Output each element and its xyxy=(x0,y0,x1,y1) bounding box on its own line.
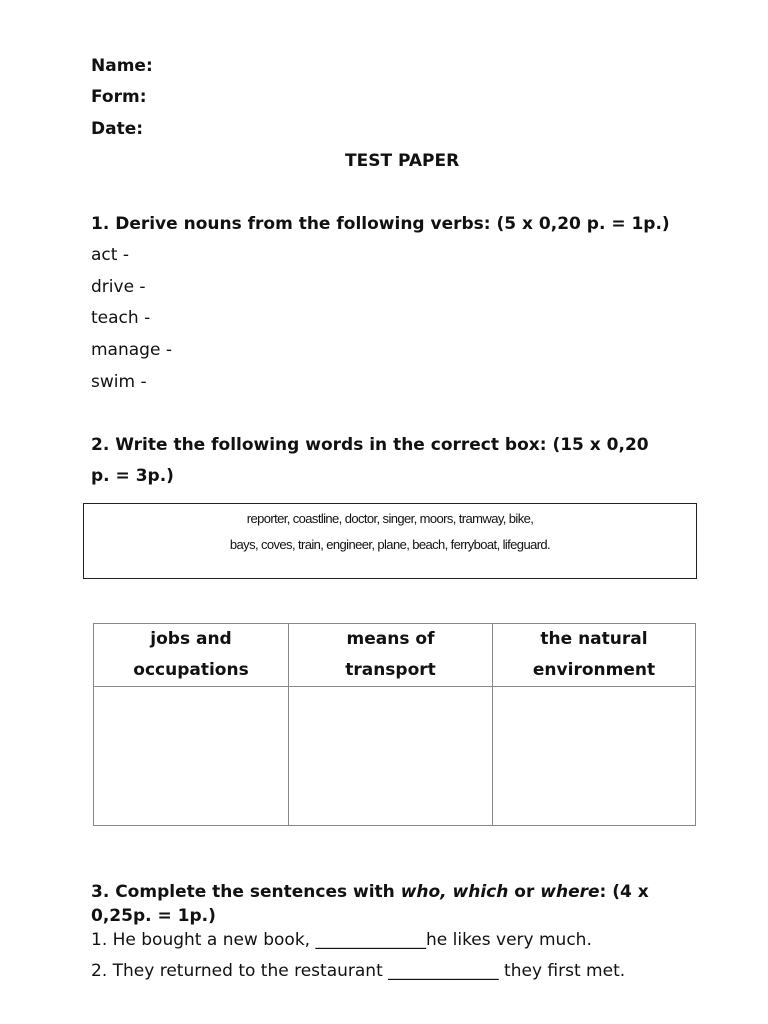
verb-drive: drive - xyxy=(91,277,146,297)
column-header-transport xyxy=(289,624,493,687)
exercise-3-or: or xyxy=(508,882,541,902)
verb-manage: manage - xyxy=(91,340,172,360)
answer-cell-jobs[interactable] xyxy=(94,687,289,826)
exercise-3-instruction-pre: 3. Complete the sentences with xyxy=(91,882,401,902)
exercise-3-instruction-post: : (4 x xyxy=(599,882,649,902)
sentence-2-before: 2. They returned to the restaurant xyxy=(91,961,389,981)
page-title: TEST PAPER xyxy=(345,151,460,171)
sentence-2-blank[interactable]: _____________ xyxy=(388,961,499,981)
column-header-environment xyxy=(493,624,696,687)
column-header-transport-line1: means of xyxy=(346,629,435,649)
column-header-jobs-line2: occupations xyxy=(133,660,249,680)
sentence-1-blank[interactable]: _____________ xyxy=(315,930,426,950)
column-header-jobs xyxy=(94,624,289,687)
exercise-1-instruction: 1. Derive nouns from the following verbs: (5 x 0,20 p. = 1p.) xyxy=(91,214,670,234)
verb-teach: teach - xyxy=(91,308,151,328)
answer-cell-environment[interactable] xyxy=(493,687,696,826)
word-bank-box xyxy=(83,503,697,579)
answer-cell-transport[interactable] xyxy=(289,687,493,826)
sentence-1-before: 1. He bought a new book, xyxy=(91,930,316,950)
sentence-1-after: he likes very much. xyxy=(425,930,592,950)
exercise-3-instruction-line2: 0,25p. = 1p.) xyxy=(91,906,216,926)
column-header-jobs-line1: jobs and xyxy=(150,629,232,649)
sentence-2-after: they first met. xyxy=(498,961,626,981)
word-bank-line-2: bays, coves, train, engineer, plane, beach, ferryboat, lifeguard. xyxy=(229,537,551,552)
exercise-2-instruction-line1: 2. Write the following words in the correct box: (15 x 0,20 xyxy=(91,435,649,455)
column-header-transport-line2: transport xyxy=(345,660,436,680)
category-answer-row xyxy=(94,687,696,826)
sentence-1 xyxy=(91,930,592,950)
name-label: Name: xyxy=(91,56,153,76)
exercise-3-who-which: who, which xyxy=(400,882,509,902)
exercise-3-where: where xyxy=(540,882,600,902)
column-header-environment-line2: environment xyxy=(532,660,656,680)
verb-swim: swim - xyxy=(91,372,147,392)
category-header-row xyxy=(94,624,696,687)
category-table xyxy=(93,623,696,826)
sentence-2 xyxy=(91,961,625,981)
exercise-2-instruction-line2: p. = 3p.) xyxy=(91,466,174,486)
word-bank-line-1: reporter, coastline, doctor, singer, moors, tramway, bike, xyxy=(246,511,534,526)
column-header-environment-line1: the natural xyxy=(540,629,648,649)
form-label: Form: xyxy=(91,87,147,107)
date-label: Date: xyxy=(91,119,144,139)
exercise-3-instruction-line1 xyxy=(91,882,649,902)
verb-act: act - xyxy=(91,245,129,265)
